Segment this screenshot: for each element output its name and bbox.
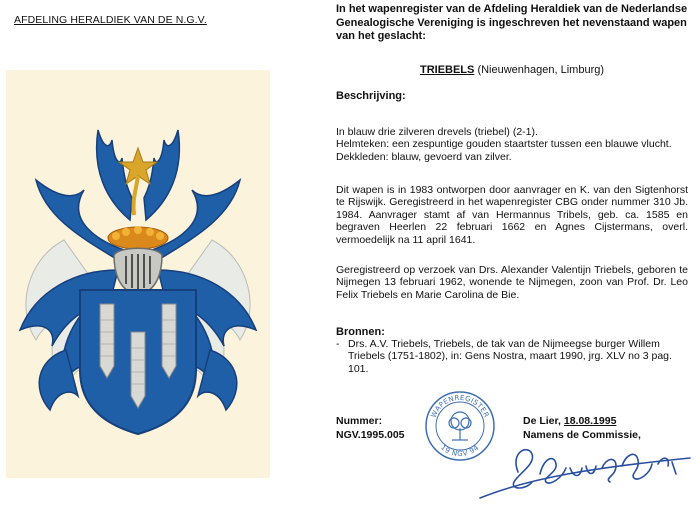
source-item — [336, 338, 688, 375]
register-heading: In het wapenregister van de Afdeling Heraldiek van de Nederlandse Genealogische Vereniging is ingeschreven het nevenstaand wapen van het geslacht: — [336, 3, 688, 42]
signature-icon — [470, 438, 696, 504]
description-label: Beschrijving: — [336, 90, 406, 102]
description-line-3: Dekkleden: blauw, gevoerd van zilver. — [336, 150, 512, 163]
coat-of-arms-icon — [6, 70, 270, 478]
registration-paragraph: Geregistreerd op verzoek van Drs. Alexander Valentijn Triebels, geboren te Nijmegen 13 februari 1962, wonende te Nijmegen, zoon van Prof. Dr. Leo Felix Triebels en Marie Carolina de Bie. — [336, 264, 688, 301]
description-line-2: Helmteken: een zespuntige gouden staartster tussen een blauwe vlucht. — [336, 138, 672, 151]
on-behalf-line: Namens de Commissie, — [523, 429, 641, 441]
sources-label: Bronnen: — [336, 326, 385, 338]
number-value: NGV.1995.005 — [336, 429, 405, 441]
stamp-bottom-text: 19 NGV 94 — [439, 443, 481, 459]
family-name: TRIEBELS — [419, 64, 475, 76]
date: 18.08.1995 — [563, 415, 617, 427]
history-paragraph: Dit wapen is in 1983 ontworpen door aanvrager en K. van den Sigtenhorst te Rijswijk. Geregistreerd in het wapenregister CBG onder nummer 310 Jb. 1984. Aanvrager stamt af van Hermannus Tribels, geb. ca. 1585 en begraven Heerlen 22 februari 1662 en Agnes Cijstermans, overl. vermoedelijk na 11 april 1641. — [336, 184, 688, 246]
place: De Lier, — [523, 415, 561, 427]
place-date — [523, 415, 616, 427]
family-origin: (Nieuwenhagen, Limburg) — [477, 64, 605, 76]
description-block — [336, 126, 688, 163]
source-text: Drs. A.V. Triebels, Triebels, de tak van de Nijmeegse burger Willem Triebels (1751-1802), in: Gens Nostra, maart 1990, jrg. XLV no 3 pag. 101. — [348, 338, 672, 375]
number-label: Nummer: — [336, 415, 383, 427]
family-line — [336, 64, 688, 76]
source-dash: - — [336, 338, 340, 350]
stamp-top-text: WAPENREGISTER — [429, 393, 491, 419]
description-line-1: In blauw drie zilveren drevels (triebel) (2-1). — [336, 126, 538, 138]
department-title: AFDELING HERALDIEK VAN DE N.G.V. — [14, 14, 207, 26]
